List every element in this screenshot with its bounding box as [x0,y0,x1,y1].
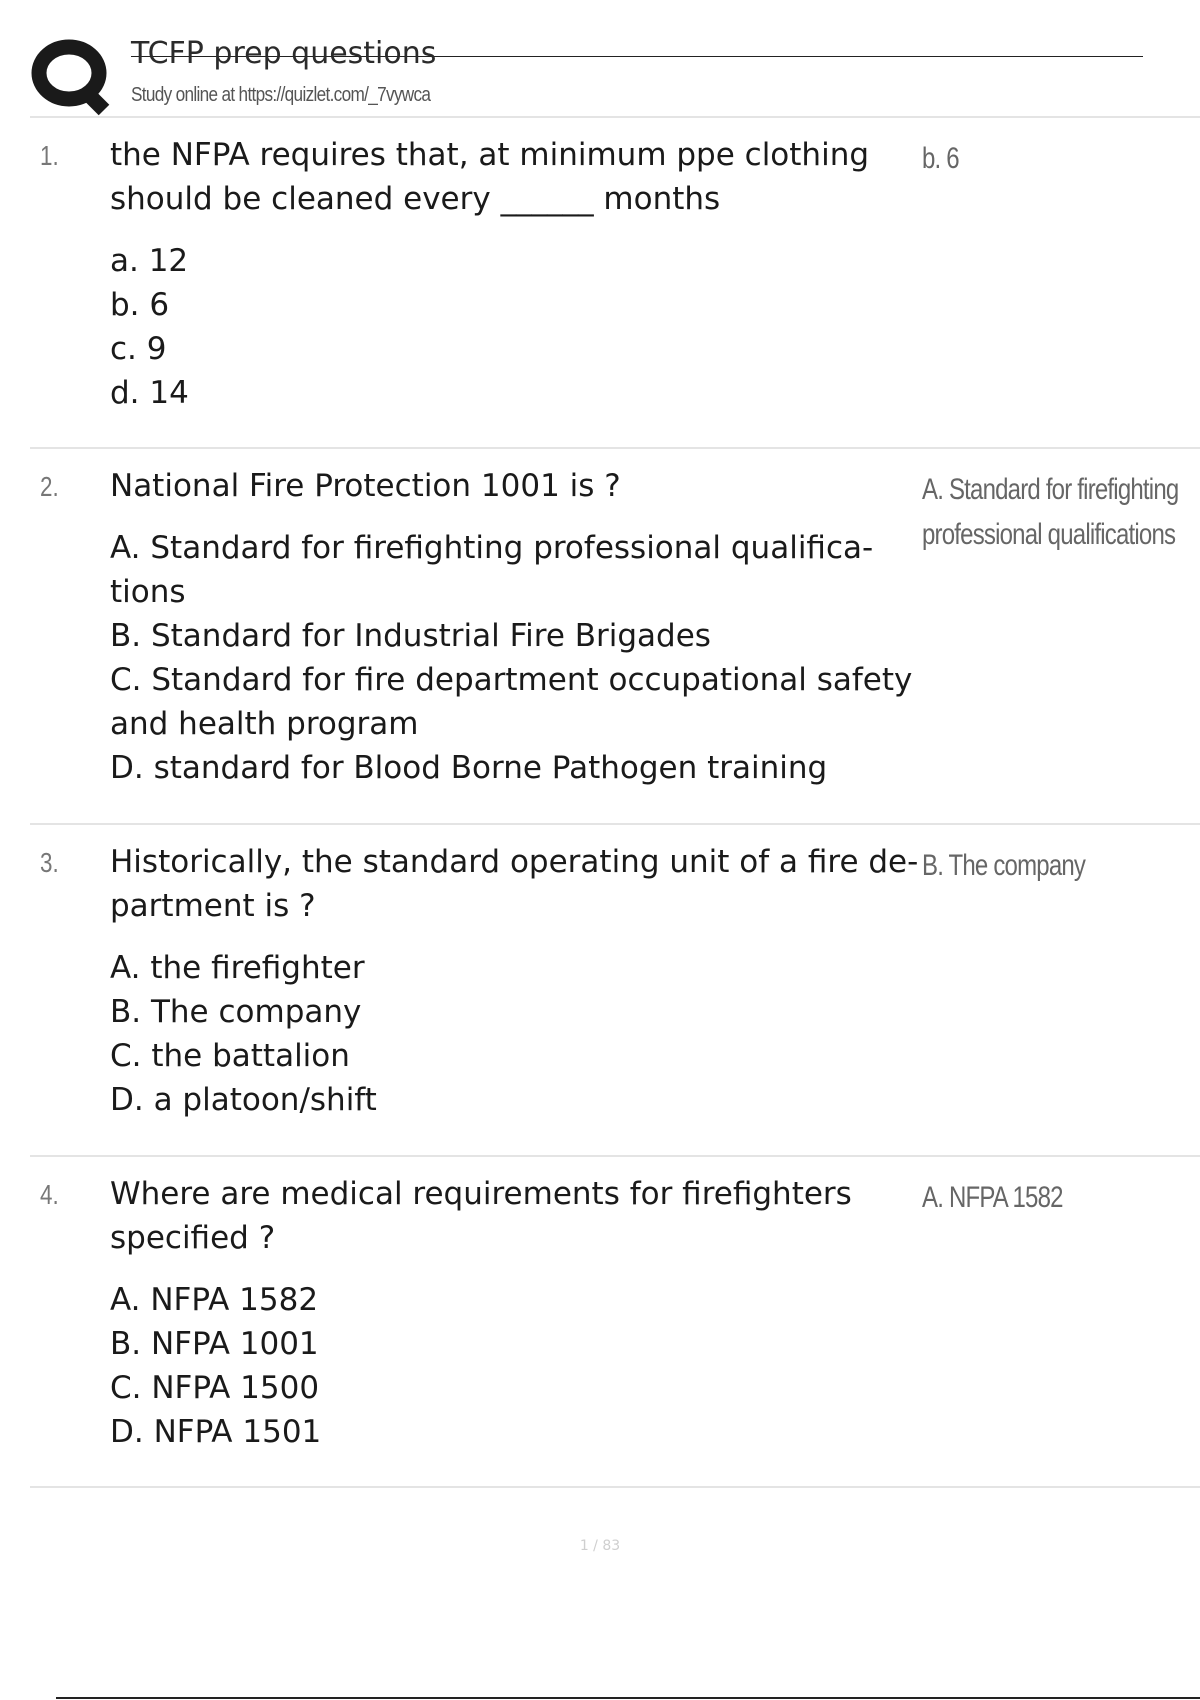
question-number: 2. [40,471,59,502]
answer-text: b. 6 [922,142,959,175]
question-body [110,464,930,790]
card-divider [30,1486,1200,1488]
question-card [30,449,1200,825]
question-card [30,118,1200,449]
option-item: A. NFPA 1582 [110,1282,319,1318]
answer-text: A. Standard for firefighting professional qualifications [922,473,1179,551]
option-item: d. 14 [110,375,189,411]
option-item: B. NFPA 1001 [110,1326,319,1362]
question-text: Historically, the standard operating unit of a fire department is ? [110,844,919,924]
question-number: 1. [40,140,59,171]
question-text: Where are medical requirements for firefighters specified ? [110,1176,852,1256]
option-item: C. Standard for fire department occupational safety and health program [110,662,913,742]
quizlet-logo-icon [30,34,112,116]
option-item: b. 6 [110,287,170,323]
option-list [110,946,930,1122]
question-text: the NFPA requires that, at minimum ppe clothing should be cleaned every ______ months [110,137,870,217]
option-item: D. NFPA 1501 [110,1414,322,1450]
document-title: TCFP prep questions [131,36,437,71]
question-card [30,825,1200,1157]
option-item: D. standard for Blood Borne Pathogen training [110,750,828,786]
question-text: National Fire Protection 1001 is ? [110,468,621,504]
question-body [110,1172,930,1454]
answer-text: A. NFPA 1582 [922,1181,1063,1214]
answer-text: B. The company [922,849,1086,882]
option-list [110,1278,930,1454]
option-item: a. 12 [110,243,189,279]
question-number: 4. [40,1179,59,1210]
question-number: 3. [40,847,59,878]
question-body [110,133,930,415]
option-item: B. Standard for Industrial Fire Brigades [110,618,711,654]
option-item: B. The company [110,994,362,1030]
option-list [110,239,930,415]
bottom-divider [56,1697,1200,1699]
option-item: C. NFPA 1500 [110,1370,320,1406]
question-card [30,1157,1200,1488]
option-item: A. Standard for firefighting professional qualifications [110,530,874,610]
option-list [110,526,930,790]
option-item: A. the firefighter [110,950,365,986]
option-item: C. the battalion [110,1038,350,1074]
option-item: c. 9 [110,331,167,367]
study-online-link-text[interactable]: Study online at https://quizlet.com/_7vywca [131,84,431,106]
question-body [110,840,930,1122]
page-indicator: 1 / 83 [579,1538,621,1554]
option-item: D. a platoon/shift [110,1082,377,1118]
